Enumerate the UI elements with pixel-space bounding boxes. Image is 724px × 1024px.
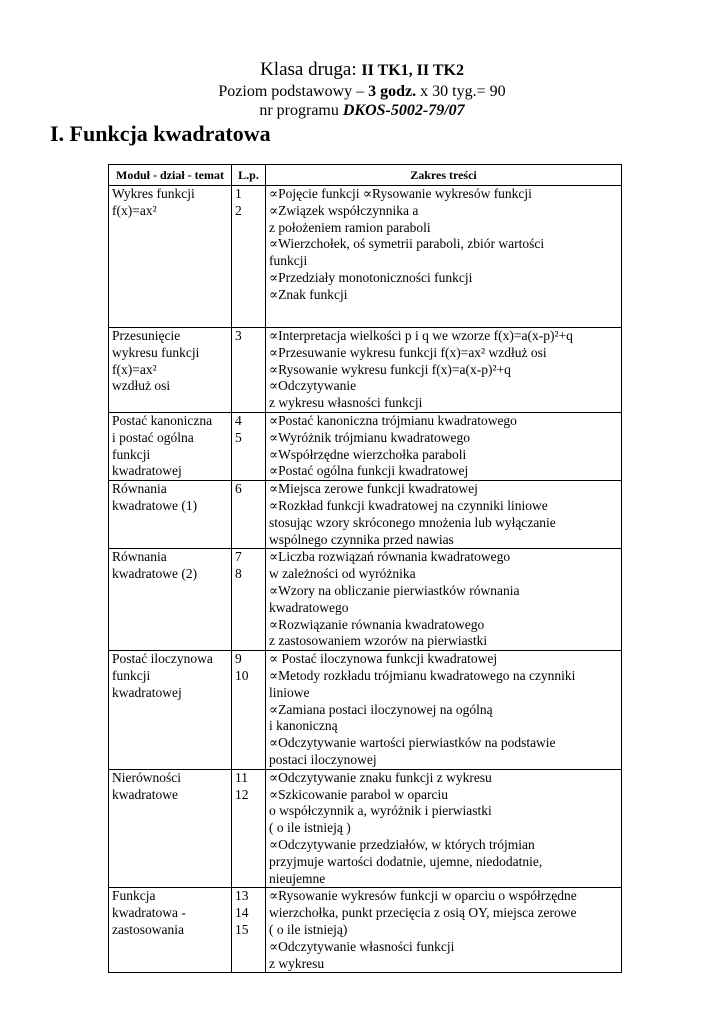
curriculum-table [108, 164, 622, 973]
scope-item: ∝Wierzchołek, oś symetrii paraboli, zbiór wartości [269, 236, 545, 252]
scope-cell [266, 888, 622, 973]
table-header-row [109, 165, 622, 186]
module-line: kwadratowe (1) [112, 497, 198, 513]
module-cell [109, 769, 232, 888]
scope-item: ∝Znak funkcji [269, 286, 348, 302]
program-line [0, 101, 724, 120]
scope-item: kwadratowego [269, 599, 349, 615]
lp-cell [232, 481, 266, 549]
scope-item: z zastosowaniem wzorów na pierwiastki [269, 633, 488, 649]
table-body [109, 186, 622, 973]
module-line: f(x)=ax² [112, 361, 157, 377]
table-row [109, 888, 622, 973]
table-row [109, 549, 622, 651]
level-line [0, 82, 724, 101]
scope-cell [266, 328, 622, 413]
module-line: Równania [112, 481, 167, 497]
scope-item: ∝Wyróżnik trójmianu kwadratowego [269, 429, 471, 445]
scope-item: przyjmuje wartości dodatnie, ujemne, niedodatnie, [269, 853, 543, 869]
module-cell [109, 549, 232, 651]
scope-item: ∝Odczytywanie przedziałów, w których trójmian [269, 836, 535, 852]
lp-number: 14 [235, 905, 249, 921]
lp-number: 15 [235, 921, 249, 937]
scope-item: ∝Rozwiązanie równania kwadratowego [269, 616, 485, 632]
level-label: Poziom podstawowy – [218, 83, 369, 100]
weeks-total: x 30 tyg.= 90 [416, 83, 506, 100]
scope-item: stosując wzory skróconego mnożenia lub wyłączanie [269, 514, 556, 530]
table-row [109, 481, 622, 549]
scope-item: ∝Odczytywanie wartości pierwiastków na podstawie [269, 735, 556, 751]
module-line: i postać ogólna [112, 429, 194, 445]
module-line: funkcji [112, 446, 151, 462]
scope-item: wspólnego czynnika przed nawias [269, 531, 454, 547]
program-label: nr programu [259, 102, 343, 119]
module-line: wykresu funkcji [112, 344, 200, 360]
module-line: kwadratowe [112, 786, 178, 802]
scope-item: z położeniem ramion paraboli [269, 219, 431, 235]
module-line: Funkcja [112, 888, 156, 904]
scope-item: liniowe [269, 684, 310, 700]
scope-item: i kanoniczną [269, 718, 338, 734]
header-lp: L.p. [232, 165, 266, 186]
scope-item: ∝Rozkład funkcji kwadratowej na czynniki liniowe [269, 497, 548, 513]
module-cell [109, 413, 232, 481]
scope-item: ( o ile istnieją ) [269, 820, 351, 836]
scope-item: w zależności od wyróżnika [269, 566, 416, 582]
scope-item: ∝Metody rozkładu trójmianu kwadratowego na czynniki [269, 667, 576, 683]
scope-item: ∝Odczytywanie znaku funkcji z wykresu [269, 769, 492, 785]
section-title: I. Funkcja kwadratowa [50, 121, 271, 146]
table-row [109, 413, 622, 481]
lp-cell [232, 651, 266, 770]
module-cell [109, 651, 232, 770]
scope-cell [266, 769, 622, 888]
scope-item: ∝Rysowanie wykresu funkcji f(x)=a(x-p)²+q [269, 361, 511, 377]
lp-cell [232, 186, 266, 328]
scope-item: ∝Odczytywanie [269, 378, 357, 394]
module-line: wzdłuż osi [112, 378, 171, 394]
scope-item: funkcji [269, 253, 308, 269]
scope-item: ∝Odczytywanie własności funkcji [269, 938, 455, 954]
scope-item: ∝Postać ogólna funkcji kwadratowej [269, 463, 469, 479]
module-line: kwadratowe (2) [112, 566, 198, 582]
scope-item: ∝ Postać iloczynowa funkcji kwadratowej [269, 651, 498, 667]
module-line: f(x)=ax² [112, 202, 157, 218]
lp-number: 12 [235, 786, 249, 802]
table-row [109, 769, 622, 888]
module-line: funkcji [112, 667, 151, 683]
table-row [109, 651, 622, 770]
module-cell [109, 186, 232, 328]
scope-item: ∝Postać kanoniczna trójmianu kwadratowego [269, 413, 517, 428]
module-cell [109, 328, 232, 413]
lp-number: 6 [235, 481, 242, 497]
lp-number: 5 [235, 429, 242, 445]
module-line: Równania [112, 549, 167, 565]
scope-item: z wykresu [269, 955, 325, 971]
hours-value: 3 godz. [368, 83, 417, 100]
scope-item: ∝Przedziały monotoniczności funkcji [269, 269, 473, 285]
scope-item: ∝Przesuwanie wykresu funkcji f(x)=ax² wzdłuż osi [269, 344, 547, 360]
scope-item: ∝Pojęcie funkcji ∝Rysowanie wykresów funkcji [269, 186, 532, 201]
module-line: Wykres funkcji [112, 186, 195, 201]
scope-item: nieujemne [269, 870, 326, 886]
lp-number: 1 [235, 186, 242, 201]
module-line: zastosowania [112, 921, 184, 937]
scope-cell [266, 651, 622, 770]
scope-item: ∝Współrzędne wierzchołka paraboli [269, 446, 467, 462]
module-cell [109, 481, 232, 549]
lp-number: 3 [235, 328, 242, 343]
scope-item: ∝Rysowanie wykresów funkcji w oparciu o współrzędne [269, 888, 577, 904]
lp-number: 8 [235, 566, 242, 582]
table-row [109, 186, 622, 328]
scope-item: ∝Interpretacja wielkości p i q we wzorze f(x)=a(x-p)²+q [269, 328, 573, 343]
module-line: Nierówności [112, 769, 181, 785]
class-names: II TK1, II TK2 [361, 62, 464, 79]
table-row [109, 328, 622, 413]
scope-item: o współczynnik a, wyróżnik i pierwiastki [269, 803, 492, 819]
module-line: Postać kanoniczna [112, 413, 213, 428]
module-line: kwadratowa - [112, 905, 186, 921]
lp-cell [232, 888, 266, 973]
lp-number: 11 [235, 769, 248, 785]
module-line: kwadratowej [112, 463, 182, 479]
scope-cell [266, 481, 622, 549]
scope-item: ∝Szkicowanie parabol w oparciu [269, 786, 448, 802]
scope-item: ∝Zamiana postaci iloczynowej na ogólną [269, 701, 493, 717]
scope-item: ∝Liczba rozwiązań równania kwadratowego [269, 549, 511, 565]
scope-item: ∝Związek współczynnika a [269, 202, 419, 218]
scope-item: ( o ile istnieją) [269, 921, 348, 937]
module-line: kwadratowej [112, 684, 182, 700]
lp-number: 2 [235, 202, 242, 218]
scope-item: postaci iloczynowej [269, 751, 377, 767]
header-module: Moduł - dział - temat [109, 165, 232, 186]
lp-number: 13 [235, 888, 249, 904]
module-line: Postać iloczynowa [112, 651, 213, 667]
scope-item: ∝Miejsca zerowe funkcji kwadratowej [269, 481, 478, 497]
program-number: DKOS-5002-79/07 [342, 102, 465, 119]
class-line [0, 58, 724, 82]
scope-cell [266, 186, 622, 328]
scope-cell [266, 549, 622, 651]
scope-item: wierzchołka, punkt przecięcia z osią OY, miejsca zerowe [269, 905, 577, 921]
class-label: Klasa druga: [260, 59, 357, 80]
scope-item: z wykresu własności funkcji [269, 395, 423, 411]
scope-item: ∝Wzory na obliczanie pierwiastków równania [269, 582, 520, 598]
lp-number: 10 [235, 667, 249, 683]
module-cell [109, 888, 232, 973]
lp-cell [232, 328, 266, 413]
lp-cell [232, 549, 266, 651]
lp-cell [232, 769, 266, 888]
module-line: Przesunięcie [112, 328, 181, 343]
lp-number: 7 [235, 549, 242, 565]
lp-number: 9 [235, 651, 242, 667]
lp-cell [232, 413, 266, 481]
header-scope: Zakres treści [266, 165, 622, 186]
scope-cell [266, 413, 622, 481]
lp-number: 4 [235, 413, 242, 428]
document-header [0, 58, 724, 120]
